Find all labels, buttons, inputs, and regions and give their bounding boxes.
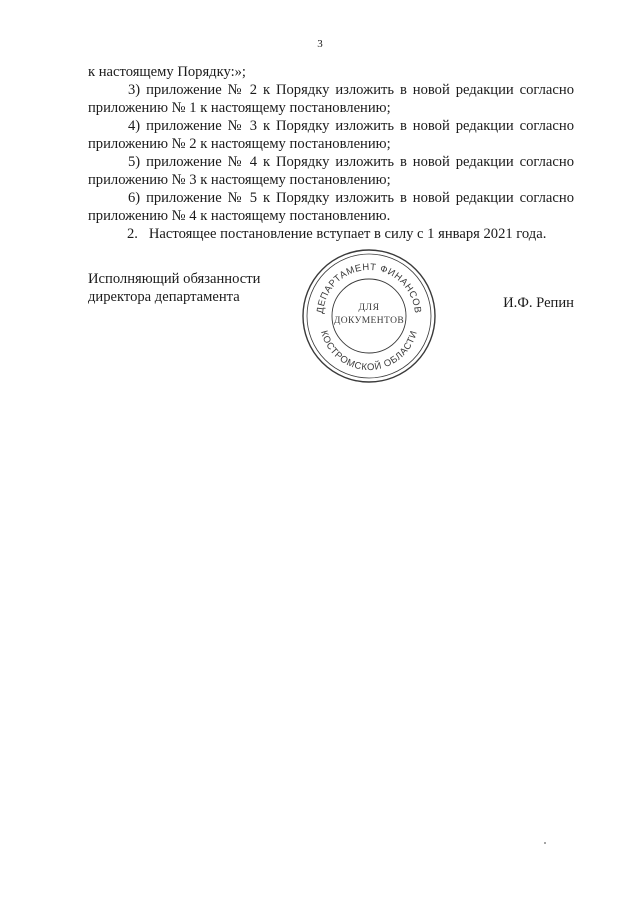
signatory-position-line-2: директора департамента [88,289,240,305]
text-line-5: приложению № 2 к настоящему постановлению; [88,136,391,152]
stamp-center-line-1: ДЛЯ [358,303,380,313]
text-line-2: 3) приложение № 2 к Порядку изложить в новой редакции согласно [128,82,574,98]
scan-speck [544,842,546,844]
signatory-position-line-1: Исполняющий обязанности [88,271,261,287]
official-stamp [300,247,438,385]
signatory-name: И.Ф. Репин [503,295,574,311]
text-line-10: 2. Настоящее постановление вступает в силу с 1 января 2021 года. [127,226,547,242]
text-line-6: 5) приложение № 4 к Порядку изложить в новой редакции согласно [128,154,574,170]
text-line-8: 6) приложение № 5 к Порядку изложить в новой редакции согласно [128,190,574,206]
text-line-4: 4) приложение № 3 к Порядку изложить в новой редакции согласно [128,118,574,134]
stamp-seal-graphic [300,247,438,385]
page-number: 3 [317,38,323,50]
text-line-1: к настоящему Порядку:»; [88,64,246,80]
signatory-position [88,270,260,306]
stamp-top-text: ДЕПАРТАМЕНТ ФИНАНСОВ [314,261,424,315]
stamp-bottom-text: КОСТРОМСКОЙ ОБЛАСТИ [318,329,420,374]
document-body [88,63,574,243]
text-line-9: приложению № 4 к настоящему постановлению. [88,208,391,224]
text-line-3: приложению № 1 к настоящему постановлению; [88,100,391,116]
text-line-7: приложению № 3 к настоящему постановлению; [88,172,391,188]
stamp-center-line-2: ДОКУМЕНТОВ [333,316,405,326]
